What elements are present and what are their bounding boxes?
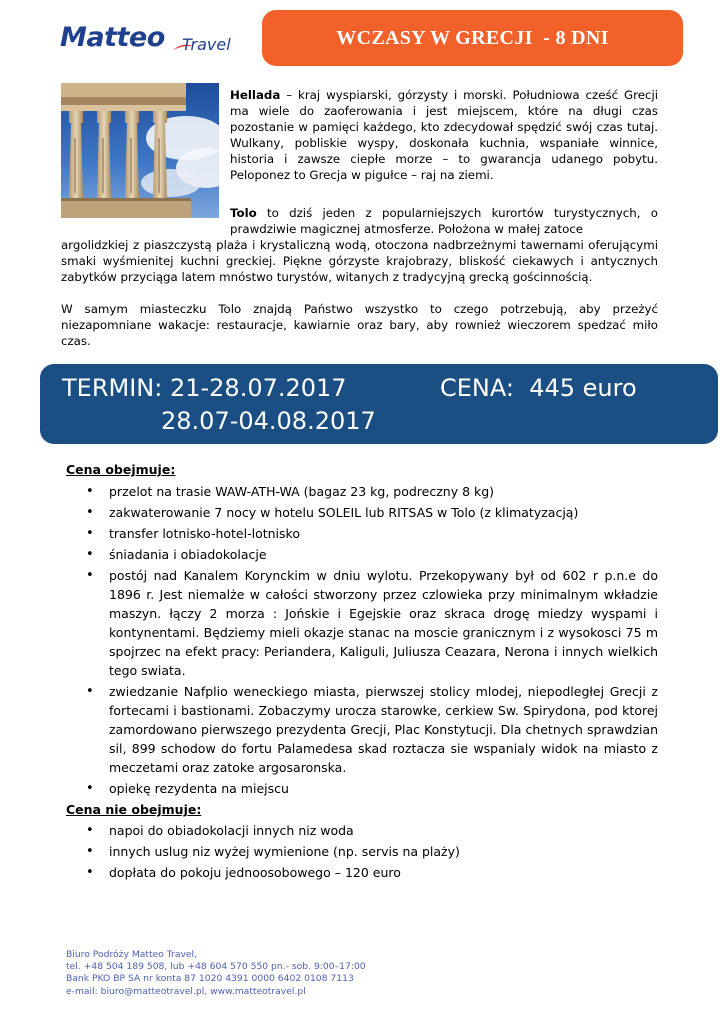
intro-paragraph-tolo-continued: argolidzkiej z piaszczystą plaża i krystaliczną wodą, otoczona nadbrzeżnymi tawernami oferującymi smaki wyśmienitej kuchni greckiej. Piękne górzyste krajobrazy, bliskość ciekawych i antycznych zabytków przyciąga latem mnóstwo turystów, witanych z tradycyjną grecką gościnnością. xyxy=(61,238,658,284)
footer-bank: Bank PKO BP SA nr konta 87 1020 4391 0000 6402 0108 7113 xyxy=(66,973,354,985)
company-logo xyxy=(60,18,240,66)
footer-phone: tel. +48 504 189 508, lub +48 604 570 550 pn.- sob. 9:00–17:00 xyxy=(66,961,366,973)
hellada-text: – kraj wyspiarski, górzysty i morski. Południowa cześć Grecji ma wiele do zaoferowania i jest miejscem, które na długi czas pozostanie w pamięci każdego, kto zdecydował spędzić swój czas tutaj. Wulkany, pobliskie wyspy, doskonała kuchnia, wspaniałe winnice, historia i zawsze ciepłe morze – to gwarancja udanego pobytu. Peloponez to Grecja w pigułce – raj na ziemi. xyxy=(230,88,658,182)
list-item: • śniadania i obiadokolacje xyxy=(84,545,658,564)
list-item: • napoi do obiadokolacji innych niz woda xyxy=(84,821,658,840)
footer-company: Biuro Podróży Matteo Travel, xyxy=(66,949,198,960)
list-item: • zakwaterowanie 7 nocy w hotelu SOLEIL lub RITSAS w Tolo (z klimatyzacją) xyxy=(84,503,658,522)
page-title: WCZASY W GRECJI - 8 DNI xyxy=(336,26,609,49)
intro-paragraph-amenities: W samym miasteczku Tolo znajdą Państwo wszystko to czego potrzebują, aby przeżyć niezapomniane wakacje: restauracje, kawiarnie oraz bary, aby rownież wieczorem spedzać miło czas. xyxy=(61,302,658,348)
excludes-list xyxy=(84,821,658,884)
logo-main-text: Matteo xyxy=(60,22,165,53)
acropolis-photo xyxy=(61,83,219,218)
title-banner xyxy=(262,10,683,66)
list-item: • dopłata do pokoju jednoosobowego – 120 euro xyxy=(84,863,658,882)
list-item: • opiekę rezydenta na miejscu xyxy=(84,779,658,798)
hellada-label: Hellada xyxy=(230,88,281,102)
logo-sub-text: Travel xyxy=(182,35,231,54)
term-date-1: TERMIN: 21-28.07.2017 xyxy=(62,374,347,402)
intro-paragraph-hellada xyxy=(230,87,658,183)
includes-list xyxy=(84,482,658,800)
price-label: CENA: 445 euro xyxy=(440,374,637,402)
includes-heading: Cena obejmuje: xyxy=(66,462,176,477)
tolo-text-start: to dziś jeden z popularniejszych kurortów turystycznych, o prawdziwie magicznej atmosferze. Położona w małej zatoce xyxy=(230,206,658,236)
list-item: • postój nad Kanalem Korynckim w dniu wylotu. Przekopywany był od 602 r p.n.e do 1896 r. Jest niemalże w całości stworzony przez czlowieka przy minimalnym wkładzie maszyn. łączy 2 morza : Jońskie i Egejskie oraz skraca drogę miedzy wyspami i kontynentami. Będziemy mieli okazje stanac na moscie granicznym i z wysokosci 75 m spojrzec na efekt pracy: Periandera, Kaliguli, Juliusza Ceazara, Nerona i innych wielkich tego swiata. xyxy=(84,566,658,680)
list-item: • przelot na trasie WAW-ATH-WA (bagaz 23 kg, podreczny 8 kg) xyxy=(84,482,658,501)
tolo-label: Tolo xyxy=(230,206,257,220)
term-price-banner xyxy=(40,364,718,444)
caryatids-image xyxy=(61,83,219,218)
list-item: • transfer lotnisko-hotel-lotnisko xyxy=(84,524,658,543)
term-date-2: 28.07-04.08.2017 xyxy=(161,407,376,435)
footer-email-web[interactable]: e-mail: biuro@matteotravel.pl, www.matteotravel.pl xyxy=(66,985,306,997)
list-item: • zwiedzanie Nafplio weneckiego miasta, pierwszej stolicy mlodej, niepodległej Grecji z fortecami i bastionami. Zobaczymy urocza starowke, cerkiew Sw. Spirydona, pod ktorej zamordowano pierwszego prezydenta Grecji, Plac Konstytucji. Dla chetnych sprawdzian sil, 899 schodow do fortu Palamedesa skad roztacza sie wspanialy widok na miasto z meczetami oraz zatoke argosaronska. xyxy=(84,682,658,777)
footer-contact xyxy=(66,949,366,998)
list-item: • innych uslug niz wyżej wymienione (np. servis na plaży) xyxy=(84,842,658,861)
intro-paragraph-tolo xyxy=(230,205,658,237)
excludes-heading: Cena nie obejmuje: xyxy=(66,802,202,817)
